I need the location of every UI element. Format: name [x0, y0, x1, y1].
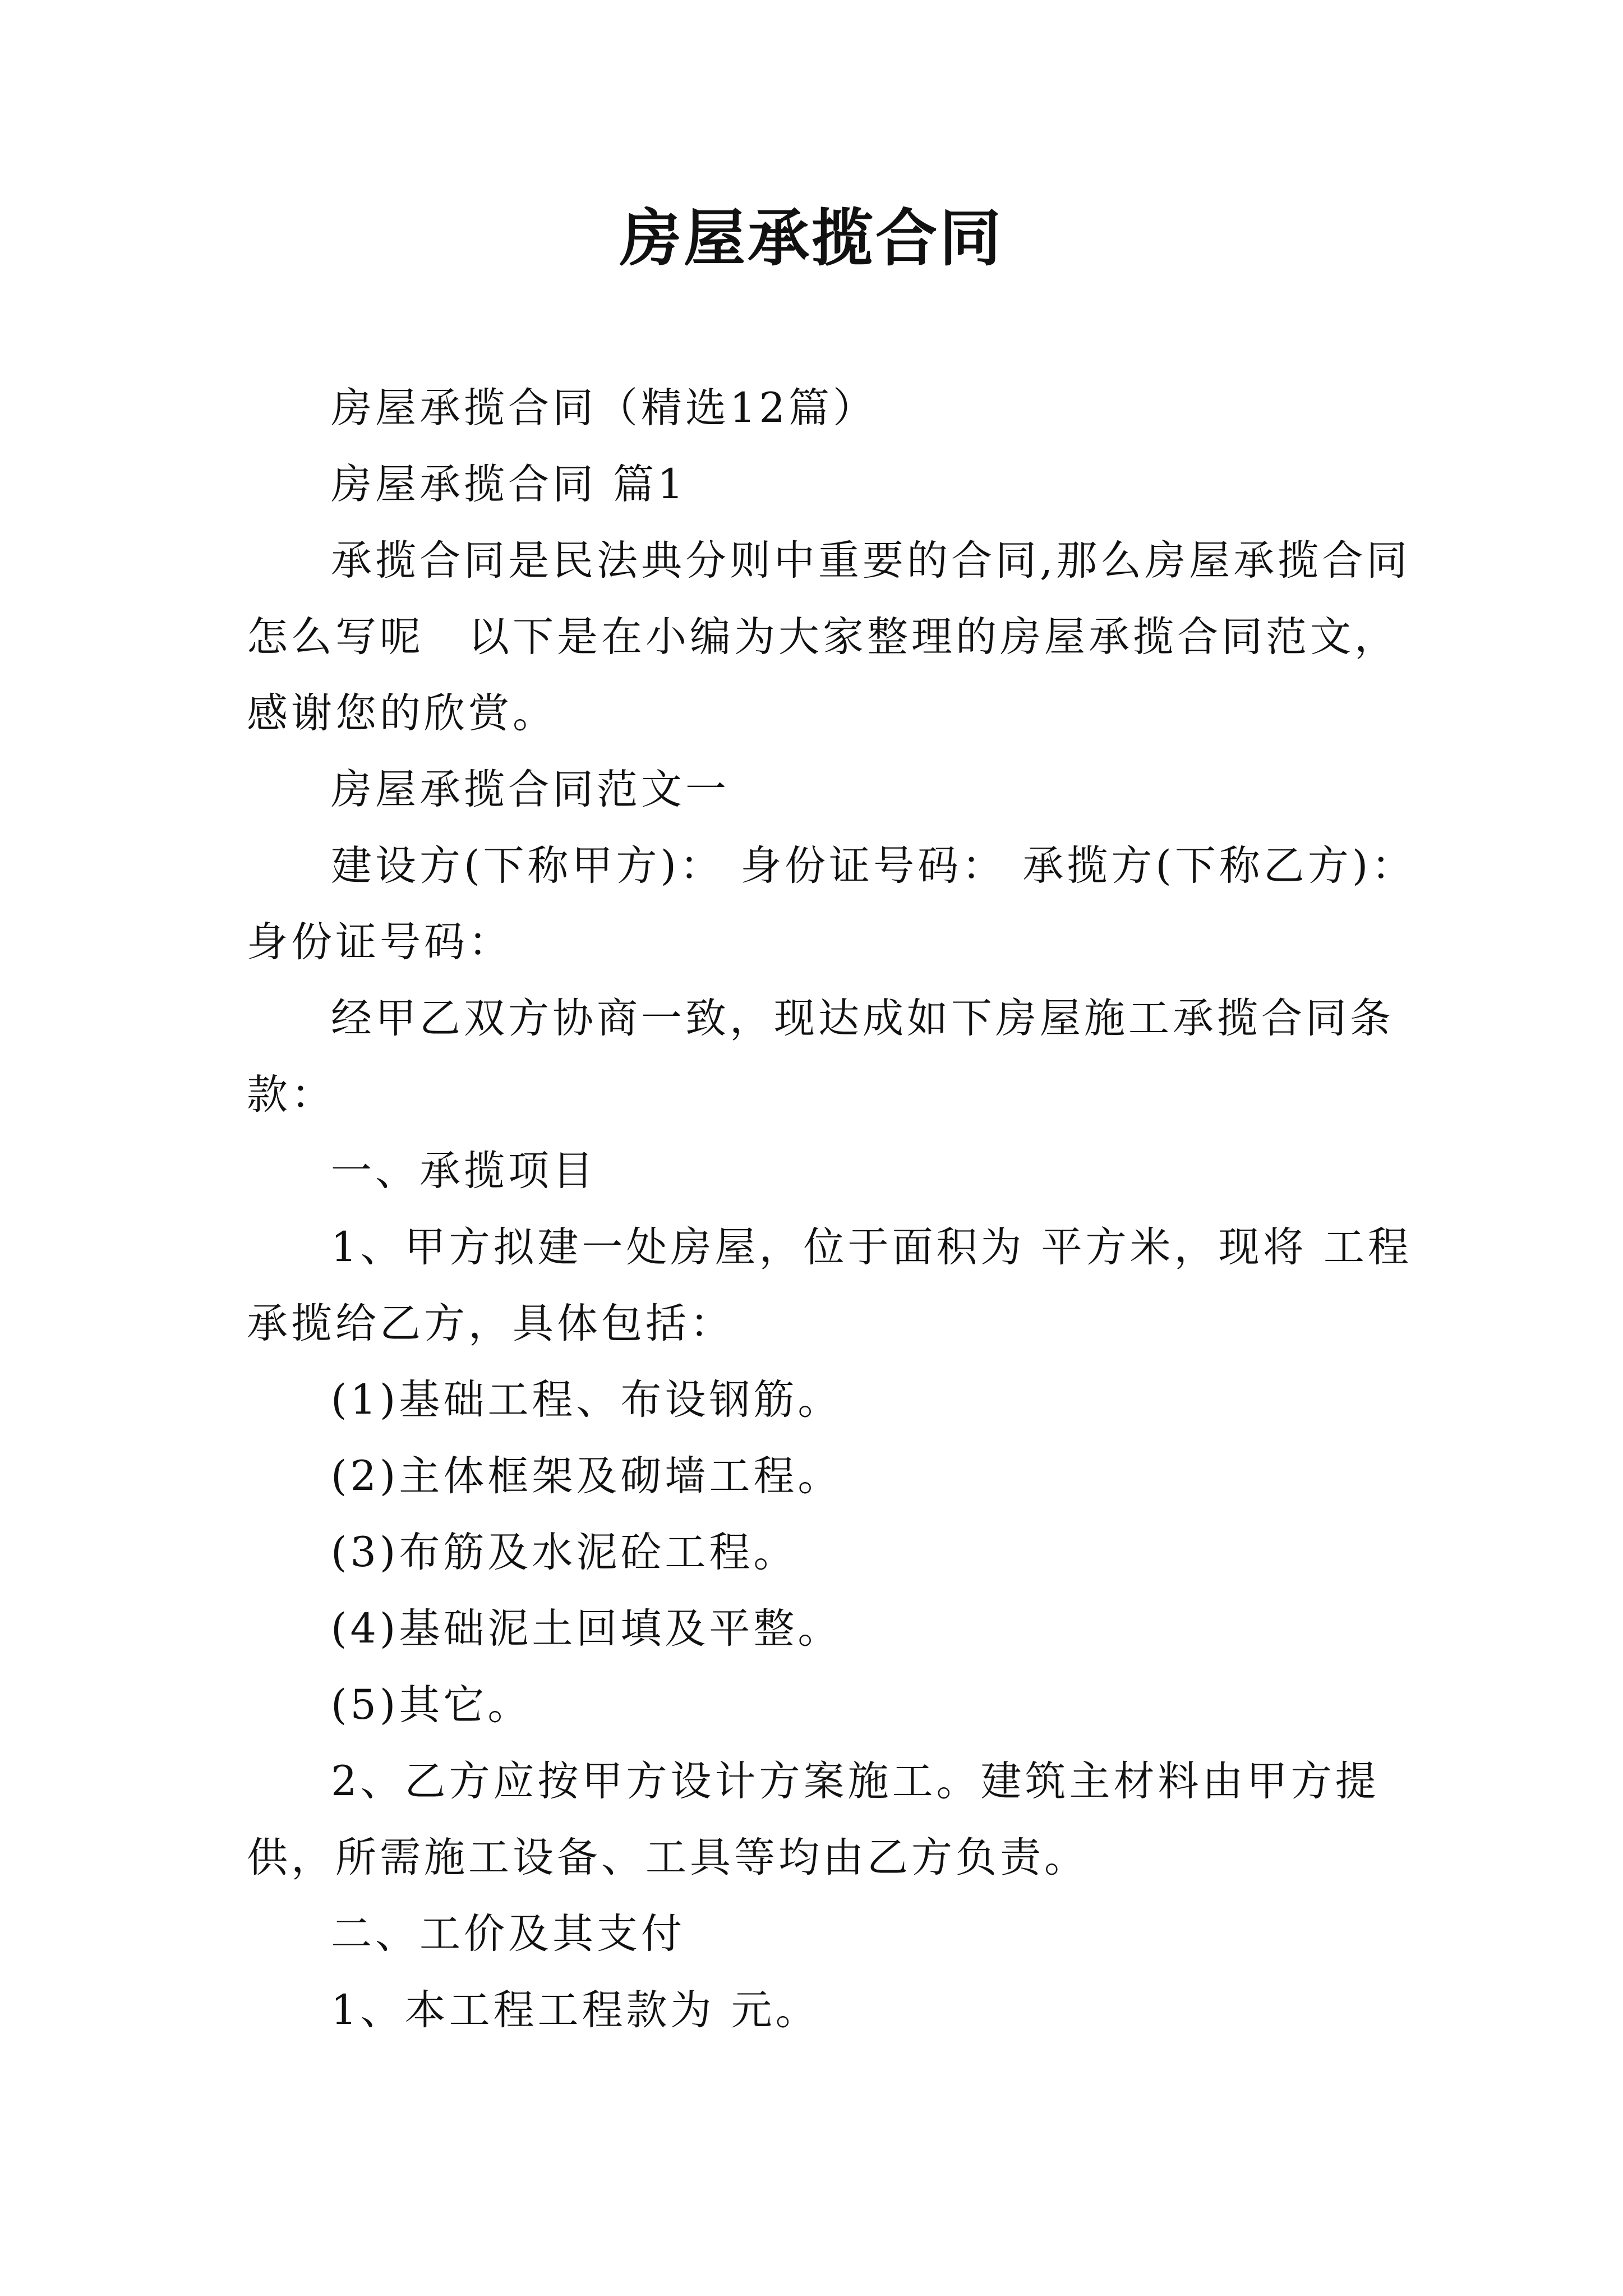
paragraph-item-1: (1)基础工程、布设钢筋。: [331, 1376, 842, 1424]
document-title: 房屋承揽合同: [620, 202, 1003, 274]
paragraph-item-3: (3)布筋及水泥砼工程。: [331, 1529, 798, 1576]
paragraph-clause-heading-2: 二、工价及其支付: [331, 1910, 685, 1958]
paragraph-sample-heading: 房屋承揽合同范文一: [331, 766, 730, 813]
paragraph-item-5: (5)其它。: [331, 1681, 532, 1729]
paragraph-clause-1-2: 2、乙方应按甲方设计方案施工。建筑主材料由甲方提供，所需施工设备、工具等均由乙方负责。: [247, 1757, 1380, 1881]
paragraph-subtitle: 房屋承揽合同（精选12篇）: [331, 384, 877, 432]
document-body: [247, 370, 1419, 2049]
paragraph-section-heading: 房屋承揽合同 篇1: [331, 461, 687, 508]
paragraph-clause-1-1: 1、甲方拟建一处房屋，位于面积为 平方米，现将 工程承揽给乙方，具体包括：: [247, 1223, 1412, 1347]
paragraph-agreement: 经甲乙双方协商一致，现达成如下房屋施工承揽合同条款：: [247, 995, 1394, 1119]
paragraph-item-4: (4)基础泥土回填及平整。: [331, 1605, 842, 1653]
paragraph-clause-heading-1: 一、承揽项目: [331, 1147, 597, 1195]
paragraph-clause-2-1: 1、本工程工程款为 元。: [331, 1986, 820, 2034]
paragraph-item-2: (2)主体框架及砌墙工程。: [331, 1452, 842, 1500]
paragraph-parties: 建设方(下称甲方)： 身份证号码： 承揽方(下称乙方)：身份证号码：: [247, 842, 1416, 966]
paragraph-intro: 承揽合同是民法典分则中重要的合同,那么房屋承揽合同怎么写呢 以下是在小编为大家整理的房屋承揽合同范文，感谢您的欣赏。: [247, 537, 1411, 737]
